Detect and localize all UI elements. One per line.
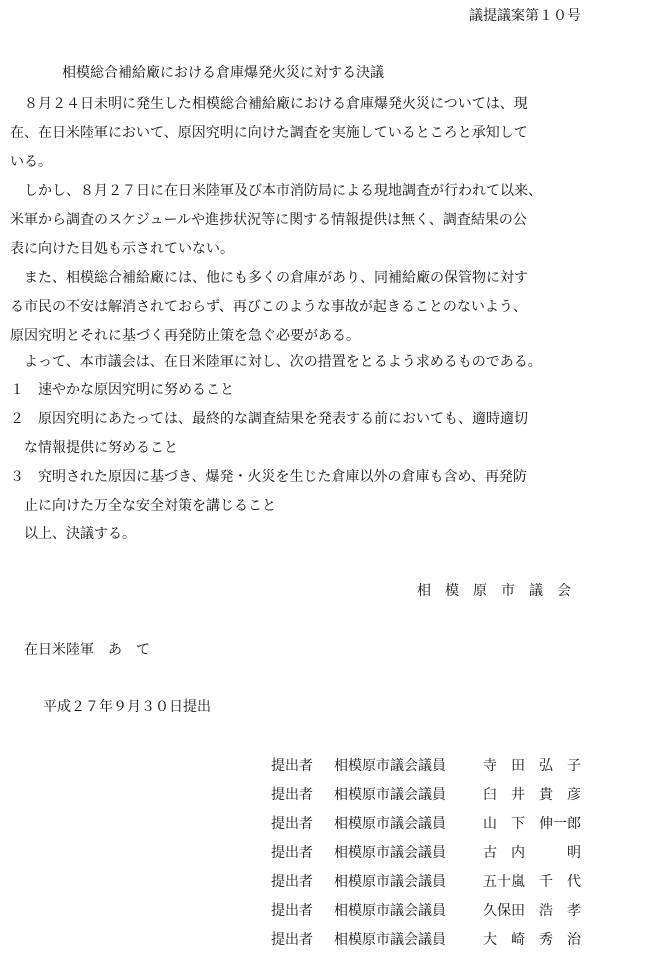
- submission-date: 平成２７年９月３０日提出: [43, 699, 211, 715]
- submitter-title: 相模原市議会議員: [334, 816, 446, 832]
- request-item-1: １ 速やかな原因究明に努めること: [10, 382, 234, 398]
- document-title: 相模総合補給廠における倉庫爆発火災に対する決議: [62, 65, 384, 81]
- document-number: 議提議案第１０号: [469, 8, 581, 24]
- body-line: る市民の不安は解消されておらず、再びこのような事故が起きることのないよう、: [10, 299, 527, 315]
- request-item-3: ３ 究明された原因に基づき、爆発・火災を生じた倉庫以外の倉庫も含め、再発防: [10, 469, 527, 485]
- submitter-title: 相模原市議会議員: [334, 758, 446, 774]
- council-name: 相模原市議会: [417, 583, 585, 599]
- submitter-name: 古 内 明: [483, 845, 581, 861]
- request-item-2: ２ 原因究明にあたっては、最終的な調査結果を発表する前においても、適時適切: [10, 411, 528, 427]
- submitter-name: 臼 井 貴 彦: [483, 787, 581, 803]
- body-line: よって、本市議会は、在日米陸軍に対し、次の措置をとるよう求めるものである。: [24, 354, 542, 370]
- submitter-role: 提出者: [271, 932, 313, 948]
- body-line: ８月２４日未明に発生した相模総合補給廠における倉庫爆発火災については、現: [24, 96, 528, 112]
- submitter-name: 久保田 浩 孝: [483, 903, 581, 919]
- submitter-name: 五十嵐 千 代: [483, 874, 581, 890]
- addressee: 在日米陸軍 あ て: [24, 642, 150, 658]
- submitter-role: 提出者: [271, 845, 313, 861]
- body-line: 米軍から調査のスケジュールや進捗状況等に関する情報提供は無く、調査結果の公: [10, 212, 527, 228]
- request-item-3-continued: 止に向けた万全な安全対策を講じること: [24, 498, 276, 514]
- submitter-role: 提出者: [271, 903, 313, 919]
- submitter-name: 山 下 伸一郎: [483, 816, 581, 832]
- submitter-title: 相模原市議会議員: [334, 874, 446, 890]
- body-line: いる。: [10, 154, 52, 170]
- submitter-role: 提出者: [271, 787, 313, 803]
- body-line: 表に向けた目処も示されていない。: [10, 241, 234, 257]
- body-line: しかし、８月２７日に在日米陸軍及び本市消防局による現地調査が行われて以来、: [24, 183, 542, 199]
- submitter-role: 提出者: [271, 816, 313, 832]
- submitter-name: 寺 田 弘 子: [483, 758, 581, 774]
- submitter-title: 相模原市議会議員: [334, 932, 446, 948]
- body-line: 在、在日米陸軍において、原因究明に向けた調査を実施しているところと承知して: [10, 125, 528, 141]
- request-item-2-continued: な情報提供に努めること: [24, 440, 178, 456]
- submitter-name: 大 崎 秀 治: [483, 932, 581, 948]
- closing-line: 以上、決議する。: [24, 526, 136, 542]
- submitter-title: 相模原市議会議員: [334, 787, 446, 803]
- submitter-title: 相模原市議会議員: [334, 845, 446, 861]
- body-line: 原因究明とそれに基づく再発防止策を急ぐ必要がある。: [10, 328, 360, 344]
- submitter-title: 相模原市議会議員: [334, 903, 446, 919]
- submitter-role: 提出者: [271, 758, 313, 774]
- submitter-role: 提出者: [271, 874, 313, 890]
- body-line: また、相模総合補給廠には、他にも多くの倉庫があり、同補給廠の保管物に対す: [24, 270, 528, 286]
